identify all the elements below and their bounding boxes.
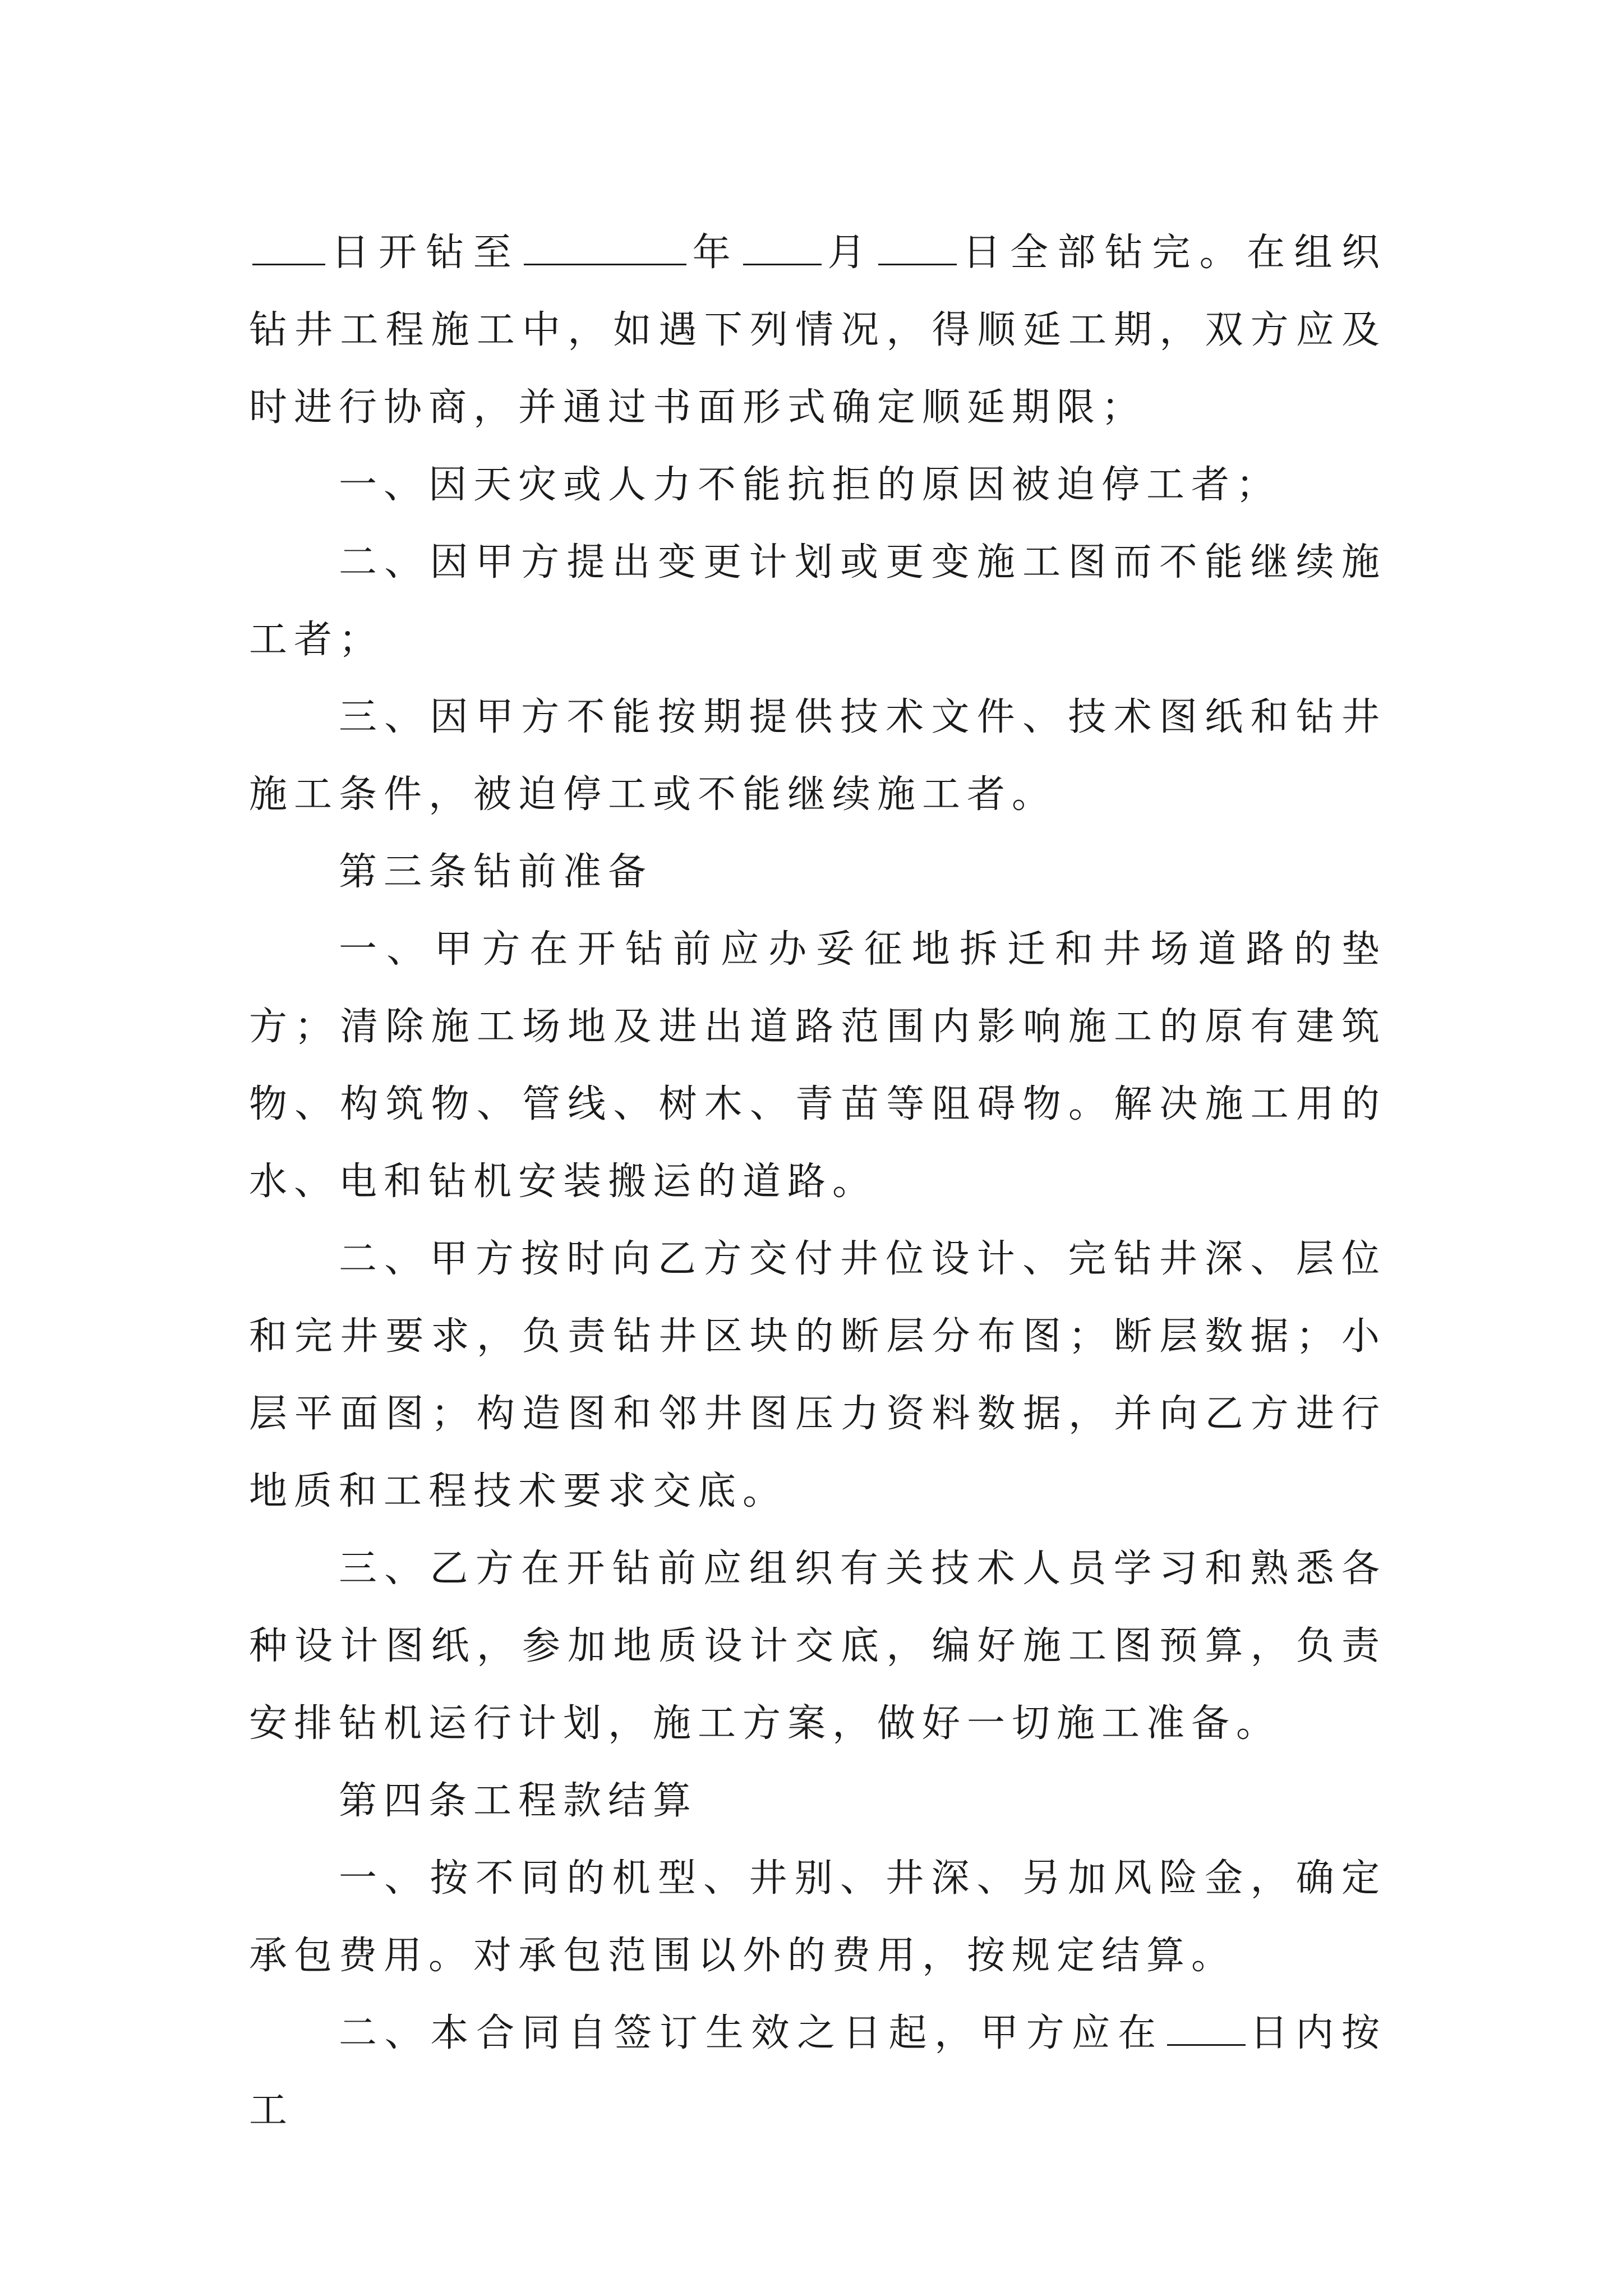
text-segment: 日全部钻完。在组织钻井工程施工中，如遇下列情况，得顺延工期，双方应及时进行协商，并通过书面形式确定顺延期限；: [249, 231, 1386, 430]
paragraph-item: 二、因甲方提出变更计划或更变施工图而不能继续施工者；: [249, 540, 1386, 662]
blank-line: [524, 230, 686, 265]
paragraph-item: 一、甲方在开钻前应办妥征地拆迁和井场道路的垫方；清除施工场地及进出道路范围内影响施工的原有建筑物、构筑物、管线、树木、青苗等阻碍物。解决施工用的水、电和钻机安装搬运的道路。: [249, 927, 1386, 1204]
text-segment: 年: [690, 231, 740, 275]
paragraph-item: 一、按不同的机型、井别、井深、另加风险金，确定承包费用。对承包范围以外的费用，按规定结算。: [249, 1856, 1386, 1978]
blank-line: [743, 230, 822, 265]
blank-line: [252, 230, 325, 265]
text-segment: 日内按工: [249, 2011, 1386, 2133]
paragraph-item: [249, 1995, 1386, 2150]
paragraph-item: 三、因甲方不能按期提供技术文件、技术图纸和钻井施工条件，被迫停工或不能继续施工者。: [249, 695, 1386, 817]
section-heading: 第三条钻前准备: [339, 850, 653, 894]
document-body: [249, 214, 1386, 2150]
text-segment: 二、本合同自签订生效之日起，甲方应在: [339, 2011, 1164, 2055]
section-heading: 第四条工程款结算: [339, 1779, 698, 1823]
paragraph-schedule: [249, 214, 1386, 447]
paragraph-item: 一、因天灾或人力不能抗拒的原因被迫停工者；: [339, 463, 1281, 507]
text-segment: 月: [825, 231, 875, 275]
blank-line: [1167, 2010, 1246, 2046]
text-segment: 日开钻至: [329, 231, 521, 275]
paragraph-item: 二、甲方按时向乙方交付井位设计、完钻井深、层位和完井要求，负责钻井区块的断层分布图；断层数据；小层平面图；构造图和邻井图压力资料数据，并向乙方进行地质和工程技术要求交底。: [249, 1237, 1386, 1513]
paragraph-item: 三、乙方在开钻前应组织有关技术人员学习和熟悉各种设计图纸，参加地质设计交底，编好施工图预算，负责安排钻机运行计划，施工方案，做好一切施工准备。: [249, 1547, 1386, 1746]
blank-line: [878, 230, 957, 265]
